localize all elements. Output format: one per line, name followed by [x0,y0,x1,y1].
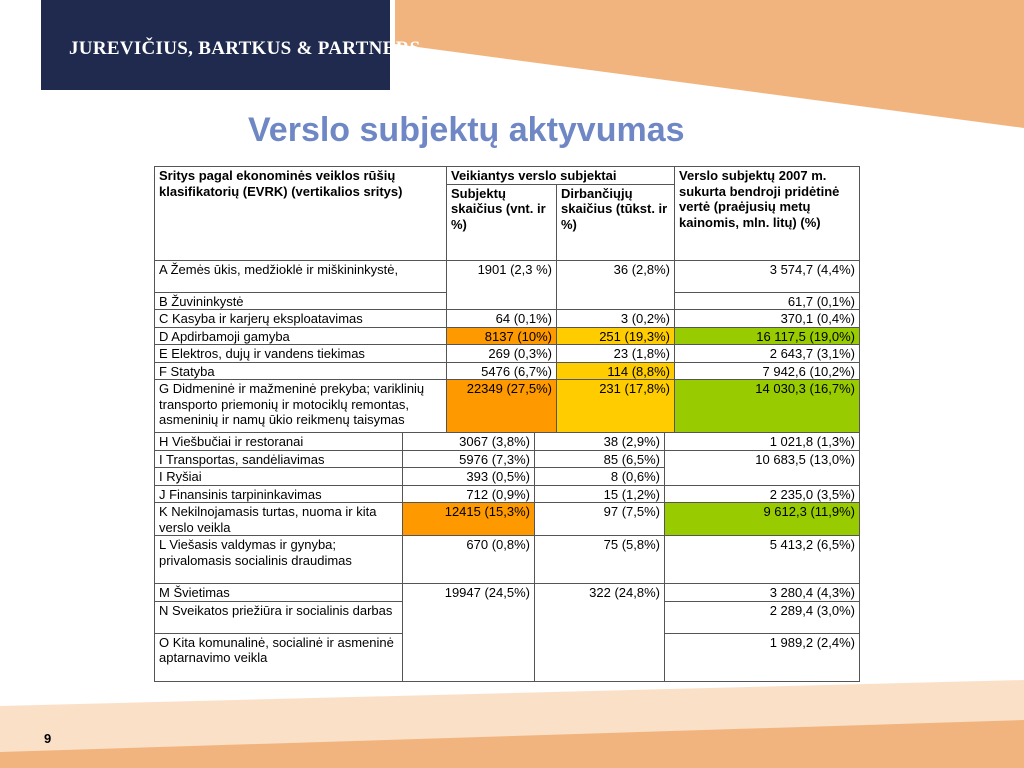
count-cell: 712 (0,9%) [403,485,535,503]
value-cell: 7 942,6 (10,2%) [675,362,860,380]
value-cell: 10 683,5 (13,0%) [665,450,860,485]
header-value-added: Verslo subjektų 2007 m. sukurta bendroji pridėtinė vertė (praėjusių metų kainomis, mln. litų) (%) [675,167,860,261]
count-cell: 1901 (2,3 %) [447,260,557,310]
employees-cell: 23 (1,8%) [557,345,675,363]
employees-cell: 8 (0,6%) [535,468,665,486]
table-row [155,345,860,363]
header-active-subjects: Veikiantys verslo subjektai [447,167,675,185]
table-row [155,260,860,292]
table-row [155,503,860,536]
value-cell: 3 280,4 (4,3%) [665,584,860,602]
count-cell: 393 (0,5%) [403,468,535,486]
logo-text: JUREVIČIUS, BARTKUS & PARTNERS [69,38,421,59]
value-cell: 1 989,2 (2,4%) [665,633,860,681]
employees-cell: 97 (7,5%) [535,503,665,536]
sector-cell: I Ryšiai [155,468,403,486]
sector-activity-table-lower [154,432,860,682]
header-employee-count: Dirbančiųjų skaičius (tūkst. ir %) [557,184,675,260]
employees-cell: 38 (2,9%) [535,433,665,451]
value-cell: 16 117,5 (19,0%) [675,327,860,345]
count-cell: 269 (0,3%) [447,345,557,363]
table-row [155,310,860,328]
page-number: 9 [44,731,52,746]
sector-cell: E Elektros, dujų ir vandens tiekimas [155,345,447,363]
employees-cell: 3 (0,2%) [557,310,675,328]
sector-cell: B Žuvininkystė [155,292,447,310]
sector-cell: M Švietimas [155,584,403,602]
count-cell: 8137 (10%) [447,327,557,345]
count-cell: 5476 (6,7%) [447,362,557,380]
employees-cell: 114 (8,8%) [557,362,675,380]
company-logo [41,0,421,90]
count-cell: 22349 (27,5%) [447,380,557,443]
value-cell: 370,1 (0,4%) [675,310,860,328]
table-row [155,536,860,584]
header-subject-count: Subjektų skaičius (vnt. ir %) [447,184,557,260]
table-row [155,450,860,468]
value-cell: 3 574,7 (4,4%) [675,260,860,292]
count-cell: 3067 (3,8%) [403,433,535,451]
sector-cell: F Statyba [155,362,447,380]
value-cell: 1 021,8 (1,3%) [665,433,860,451]
sector-cell: A Žemės ūkis, medžioklė ir miškininkystė, [155,260,447,292]
sector-cell: D Apdirbamoji gamyba [155,327,447,345]
header-sector: Sritys pagal ekonominės veiklos rūšių klasifikatorių (EVRK) (vertikalios sritys) [155,167,447,261]
sector-cell: I Transportas, sandėliavimas [155,450,403,468]
employees-cell: 251 (19,3%) [557,327,675,345]
value-cell: 14 030,3 (16,7%) [675,380,860,443]
employees-cell: 15 (1,2%) [535,485,665,503]
value-cell: 2 235,0 (3,5%) [665,485,860,503]
value-cell: 2 643,7 (3,1%) [675,345,860,363]
value-cell: 2 289,4 (3,0%) [665,601,860,633]
sector-cell: C Kasyba ir karjerų eksploatavimas [155,310,447,328]
sector-activity-table-upper [154,166,860,443]
count-cell: 5976 (7,3%) [403,450,535,468]
sector-cell: O Kita komunalinė, socialinė ir asmeninė aptarnavimo veikla [155,633,403,681]
employees-cell: 36 (2,8%) [557,260,675,310]
sector-cell: L Viešasis valdymas ir gynyba; privalomasis socialinis draudimas [155,536,403,584]
table-row [155,584,860,602]
sector-cell: H Viešbučiai ir restoranai [155,433,403,451]
table-row [155,362,860,380]
sector-cell: J Finansinis tarpininkavimas [155,485,403,503]
table-row [155,485,860,503]
employees-cell: 231 (17,8%) [557,380,675,443]
value-cell: 9 612,3 (11,9%) [665,503,860,536]
count-cell: 670 (0,8%) [403,536,535,584]
count-cell: 12415 (15,3%) [403,503,535,536]
employees-cell: 322 (24,8%) [535,584,665,682]
value-cell: 61,7 (0,1%) [675,292,860,310]
employees-cell: 85 (6,5%) [535,450,665,468]
value-cell: 5 413,2 (6,5%) [665,536,860,584]
slide-title: Verslo subjektų aktyvumas [248,111,685,149]
count-cell: 19947 (24,5%) [403,584,535,682]
sector-cell: G Didmeninė ir mažmeninė prekyba; variklinių transporto priemonių ir motociklų remontas, asmeninių ir namų ūkio reikmenų taisymas [155,380,447,443]
employees-cell: 75 (5,8%) [535,536,665,584]
table-row [155,327,860,345]
sector-cell: K Nekilnojamasis turtas, nuoma ir kita verslo veikla [155,503,403,536]
table-row [155,433,860,451]
sector-cell: N Sveikatos priežiūra ir socialinis darbas [155,601,403,633]
table-header-row [155,167,860,185]
count-cell: 64 (0,1%) [447,310,557,328]
